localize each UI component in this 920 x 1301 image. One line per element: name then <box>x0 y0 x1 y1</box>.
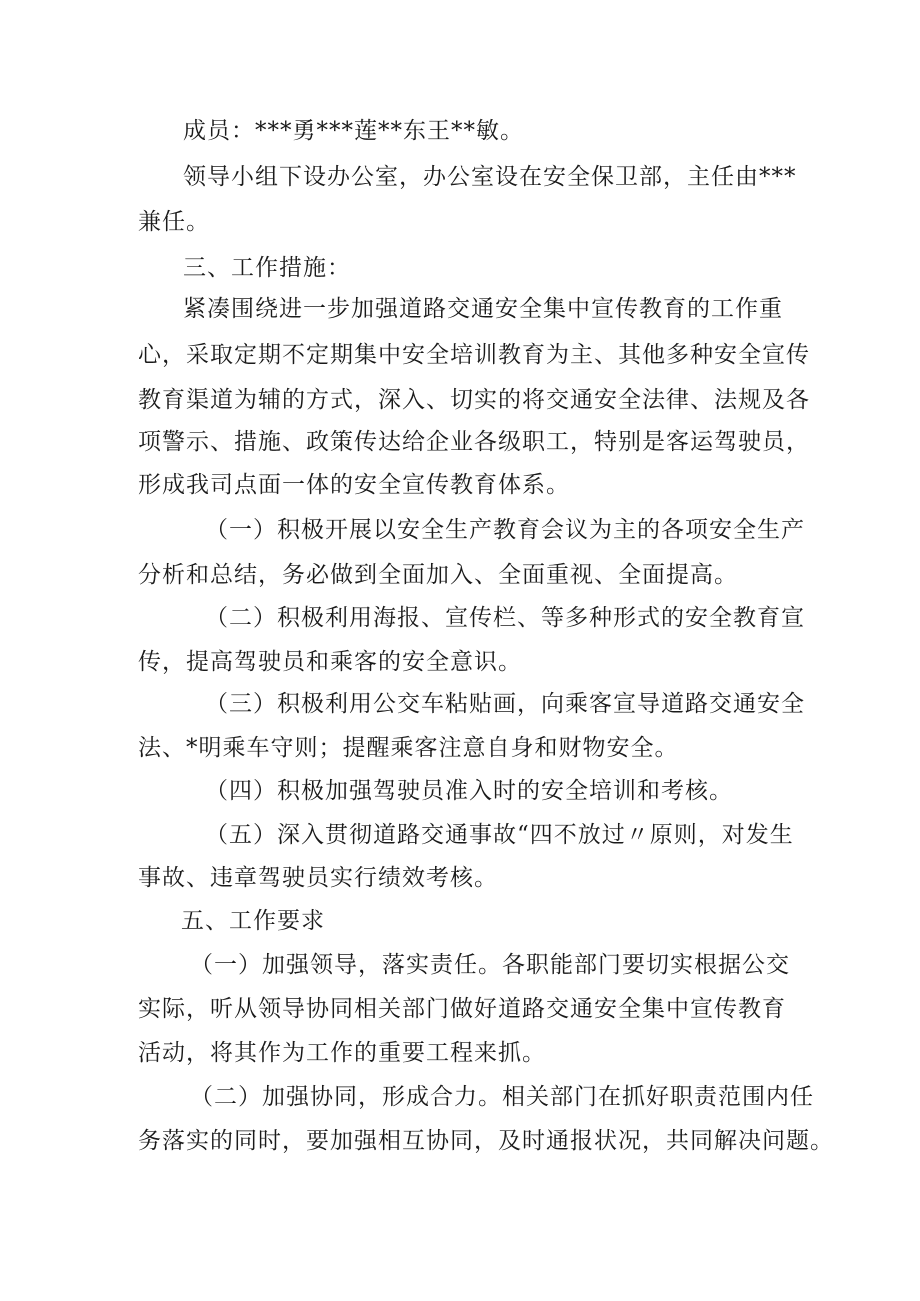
paragraph-line: 项警示、措施、政策传达给企业各级职工，特别是客运驾驶员， <box>138 429 810 455</box>
paragraph-line: 心，采取定期不定期集中安全培训教育为主、其他多种安全宣传 <box>138 342 810 368</box>
paragraph-line: （四）积极加强驾驶员准入时的安全培训和考核。 <box>205 778 733 804</box>
paragraph-line: 紧凑围绕进一步加强道路交通安全集中宣传教育的工作重 <box>183 296 783 322</box>
paragraph-line: （一）加强领导，落实责任。各职能部门要切实根据公交 <box>190 952 790 978</box>
section-heading: 三、工作措施： <box>183 255 351 281</box>
paragraph-line: 教育渠道为辅的方式，深入、切实的将交通安全法律、法规及各 <box>138 387 810 413</box>
paragraph-line: （三）积极利用公交车粘贴画，向乘客宣导道路交通安全 <box>205 691 805 717</box>
paragraph-line: （二）加强协同，形成合力。相关部门在抓好职责范围内任 <box>190 1084 814 1110</box>
paragraph-line: 事故、违章驾驶员实行绩效考核。 <box>138 865 498 891</box>
paragraph-line: 传，提高驾驶员和乘客的安全意识。 <box>138 649 522 675</box>
paragraph-line: 实际，听从领导协同相关部门做好道路交通安全集中宣传教育 <box>138 996 786 1022</box>
paragraph-line: （二）积极利用海报、宣传栏、等多种形式的安全教育宣 <box>205 605 805 631</box>
paragraph-line: 兼任。 <box>138 209 210 235</box>
paragraph-line: 成员：***勇***莲**东王**敏。 <box>183 118 524 144</box>
paragraph-line: 务落实的同时，要加强相互协同，及时通报状况，共同解决问题。 <box>138 1128 834 1154</box>
paragraph-line: （一）积极开展以安全生产教育会议为主的各项安全生产 <box>205 517 805 543</box>
section-heading: 五、工作要求 <box>181 908 325 934</box>
paragraph-line: （五）深入贯彻道路交通事故“四不放过〃原则，对发生 <box>205 822 794 848</box>
paragraph-line: 领导小组下设办公室，办公室设在安全保卫部，主任由*** <box>183 164 797 190</box>
paragraph-line: 分析和总结，务必做到全面加入、全面重视、全面提高。 <box>138 562 738 588</box>
paragraph-line: 形成我司点面一体的安全宣传教育体系。 <box>138 472 570 498</box>
paragraph-line: 活动，将其作为工作的重要工程来抓。 <box>138 1040 546 1066</box>
paragraph-line: 法、*明乘车守则；提醒乘客注意自身和财物安全。 <box>138 735 679 761</box>
